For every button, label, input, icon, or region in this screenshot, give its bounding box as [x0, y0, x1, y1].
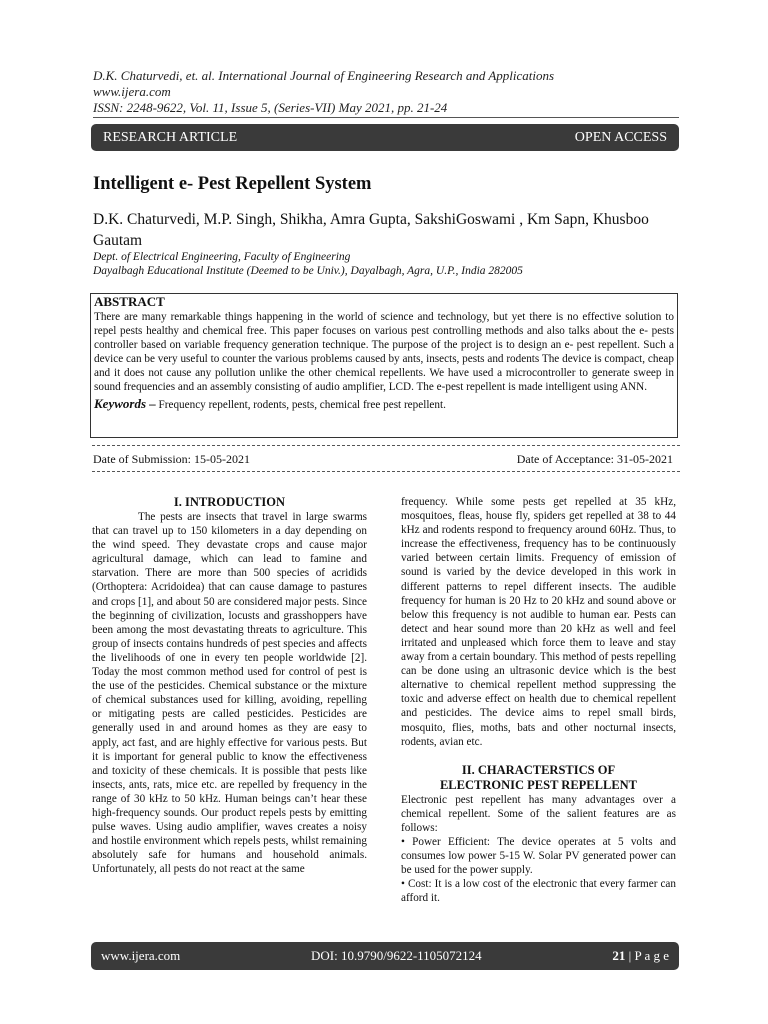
- footer-page-number: [612, 948, 669, 964]
- journal-website[interactable]: www.ijera.com: [93, 84, 171, 99]
- bullet-cost: • Cost: It is a low cost of the electronic that every farmer can afford it.: [401, 878, 676, 905]
- journal-citation: D.K. Chaturvedi, et. al. International Journal of Engineering Research and Applications: [93, 68, 555, 83]
- paper-title: Intelligent e- Pest Repellent System: [93, 174, 372, 194]
- article-type-banner: [91, 124, 679, 151]
- footer-doi[interactable]: DOI: 10.9790/9622-1105072124: [311, 948, 482, 963]
- intro-paragraph: The pests are insects that travel in large swarms that can travel up to 150 kilometers in a day depending on the wind speed. They devastate crops and cause major agricultural damage, which can lead to famine and starvation. There are more than 500 species of acridids (Orthoptera: Acridoidea) that can cause damage to pastures and crops [1], and about 50 are considered major pests. Since the beginning of civilization, locusts and grasshoppers have been among the most devastating threats to agriculture. This group of insects contains hundreds of pest species and affects the livelihoods of one in every ten people worldwide [2]. Today the most common method used for control of pest is the use of the pesticides. Chemical substance or the mixture of chemical substances used for killing, avoiding, repelling or mitigating pests are called pesticides. Pesticides are generally used in and around homes as they are easy to apply, act fast, and are highly effective for various pests. But it is important for general public to know the effectiveness and toxicity of these chemicals. It is possible that pests like insects, ants, rats, mice etc. are repelled by frequency in the range of 30 kHz to 50 kHz. Human beings can’t hear these high-frequency sounds. Our product repels pests by emitting pulse waves. Using audio amplifier, waves creates a noisy and hostile environment which repels pests, whilst remaining absolutely safe for humans and household animals. Unfortunately, all pests do not react at the same: [92, 511, 367, 876]
- open-access-label: OPEN ACCESS: [574, 129, 667, 145]
- page-number: 21: [612, 948, 626, 963]
- research-article-label: RESEARCH ARTICLE: [103, 129, 238, 145]
- right-column: [401, 495, 676, 905]
- footer-website[interactable]: www.ijera.com: [101, 948, 181, 963]
- affiliation-dept: Dept. of Electrical Engineering, Faculty of Engineering: [93, 251, 351, 263]
- section-heading-line2: ELECTRONIC PEST REPELLENT: [439, 777, 638, 792]
- bullet-power-efficient: • Power Efficient: The device operates at 5 volts and consumes low power 5-15 W. Solar PV generated power can be used for the power supply.: [401, 835, 676, 877]
- left-column: [92, 495, 367, 876]
- abstract-box: [90, 293, 678, 438]
- page-footer: [91, 942, 679, 970]
- date-of-acceptance: Date of Acceptance: 31-05-2021: [516, 452, 673, 466]
- submission-dates: [93, 452, 673, 467]
- section-heading-characteristics: [401, 763, 676, 793]
- affiliation: [93, 250, 683, 278]
- journal-issn: ISSN: 2248-9622, Vol. 11, Issue 5, (Series-VII) May 2021, pp. 21-24: [93, 100, 448, 115]
- header-rule: [93, 117, 679, 118]
- dashed-divider-bottom: [92, 471, 680, 472]
- section-spacer: [401, 749, 676, 763]
- abstract-heading: ABSTRACT: [94, 294, 165, 309]
- characteristics-paragraph: Electronic pest repellent has many advantages over a chemical repellent. Some of the salient features are as follows:: [401, 793, 676, 834]
- intro-paragraph-continued: frequency. While some pests get repelled at 35 kHz, mosquitoes, fleas, house fly, spiders get repelled at 38 to 44 kHz and rodents respond to frequency around 60Hz. Thus, to increase the effectiveness, frequency has to be continuously varied between certain limits. Frequency of emission of sound is varied by the device developed in this work in different patterns to repel different insects. The audible frequency for human is 20 Hz to 20 kHz and sound above or below this frequency is not audible to human ear. Pests can detect and hear sound more than 20 kHz as well and feel irritated and unpleased which force them to leave and stay away from a certain boundary. This method of pests repelling can be done using an ultrasonic device which is the best alternative to chemical repellent method suppressing the toxic and adverse effect on health due to chemical repellent and pesticides. The device aims to repel small birds, mosquito, flies, moths, bats and other nocturnal insects, rodents, avian etc.: [401, 496, 676, 748]
- author-list: D.K. Chaturvedi, M.P. Singh, Shikha, Amra Gupta, SakshiGoswami , Km Sapn, Khusboo Gautam: [93, 211, 649, 249]
- date-of-submission: Date of Submission: 15-05-2021: [93, 452, 250, 466]
- dashed-divider-top: [92, 445, 680, 446]
- keywords-line: [94, 396, 674, 413]
- affiliation-institute: Dayalbagh Educational Institute (Deemed to be Univ.), Dayalbagh, Agra, U.P., India 282005: [93, 265, 523, 277]
- journal-header: [93, 68, 683, 116]
- section-heading-introduction: I. INTRODUCTION: [173, 495, 286, 509]
- keywords-text: Frequency repellent, rodents, pests, chemical free pest repellent.: [155, 398, 446, 411]
- keywords-label: Keywords –: [94, 395, 156, 411]
- abstract-body: There are many remarkable things happening in the world of science and technology, but yet there is no effective solution to repel pests healthy and chemical free. This paper focuses on various pest controlling methods and also talks about the e- pests controller based on variable frequency generation technique. The purpose of the project is to design an e- pest repellent. Such a device can be very useful to counter the various problems caused by ants, insects, pests and rodents The device is compact, cheap and it does not cause any pollution unlike the other chemical repellents. We have used a microcontroller to generate sweep in sound frequencies and an assembly consisting of audio amplifier, LCD. The e-pest repellent is made intelligent using ANN.: [94, 311, 674, 394]
- page-label: | P a g e: [625, 948, 669, 963]
- section-heading-line1: II. CHARACTERSTICS OF: [461, 762, 616, 777]
